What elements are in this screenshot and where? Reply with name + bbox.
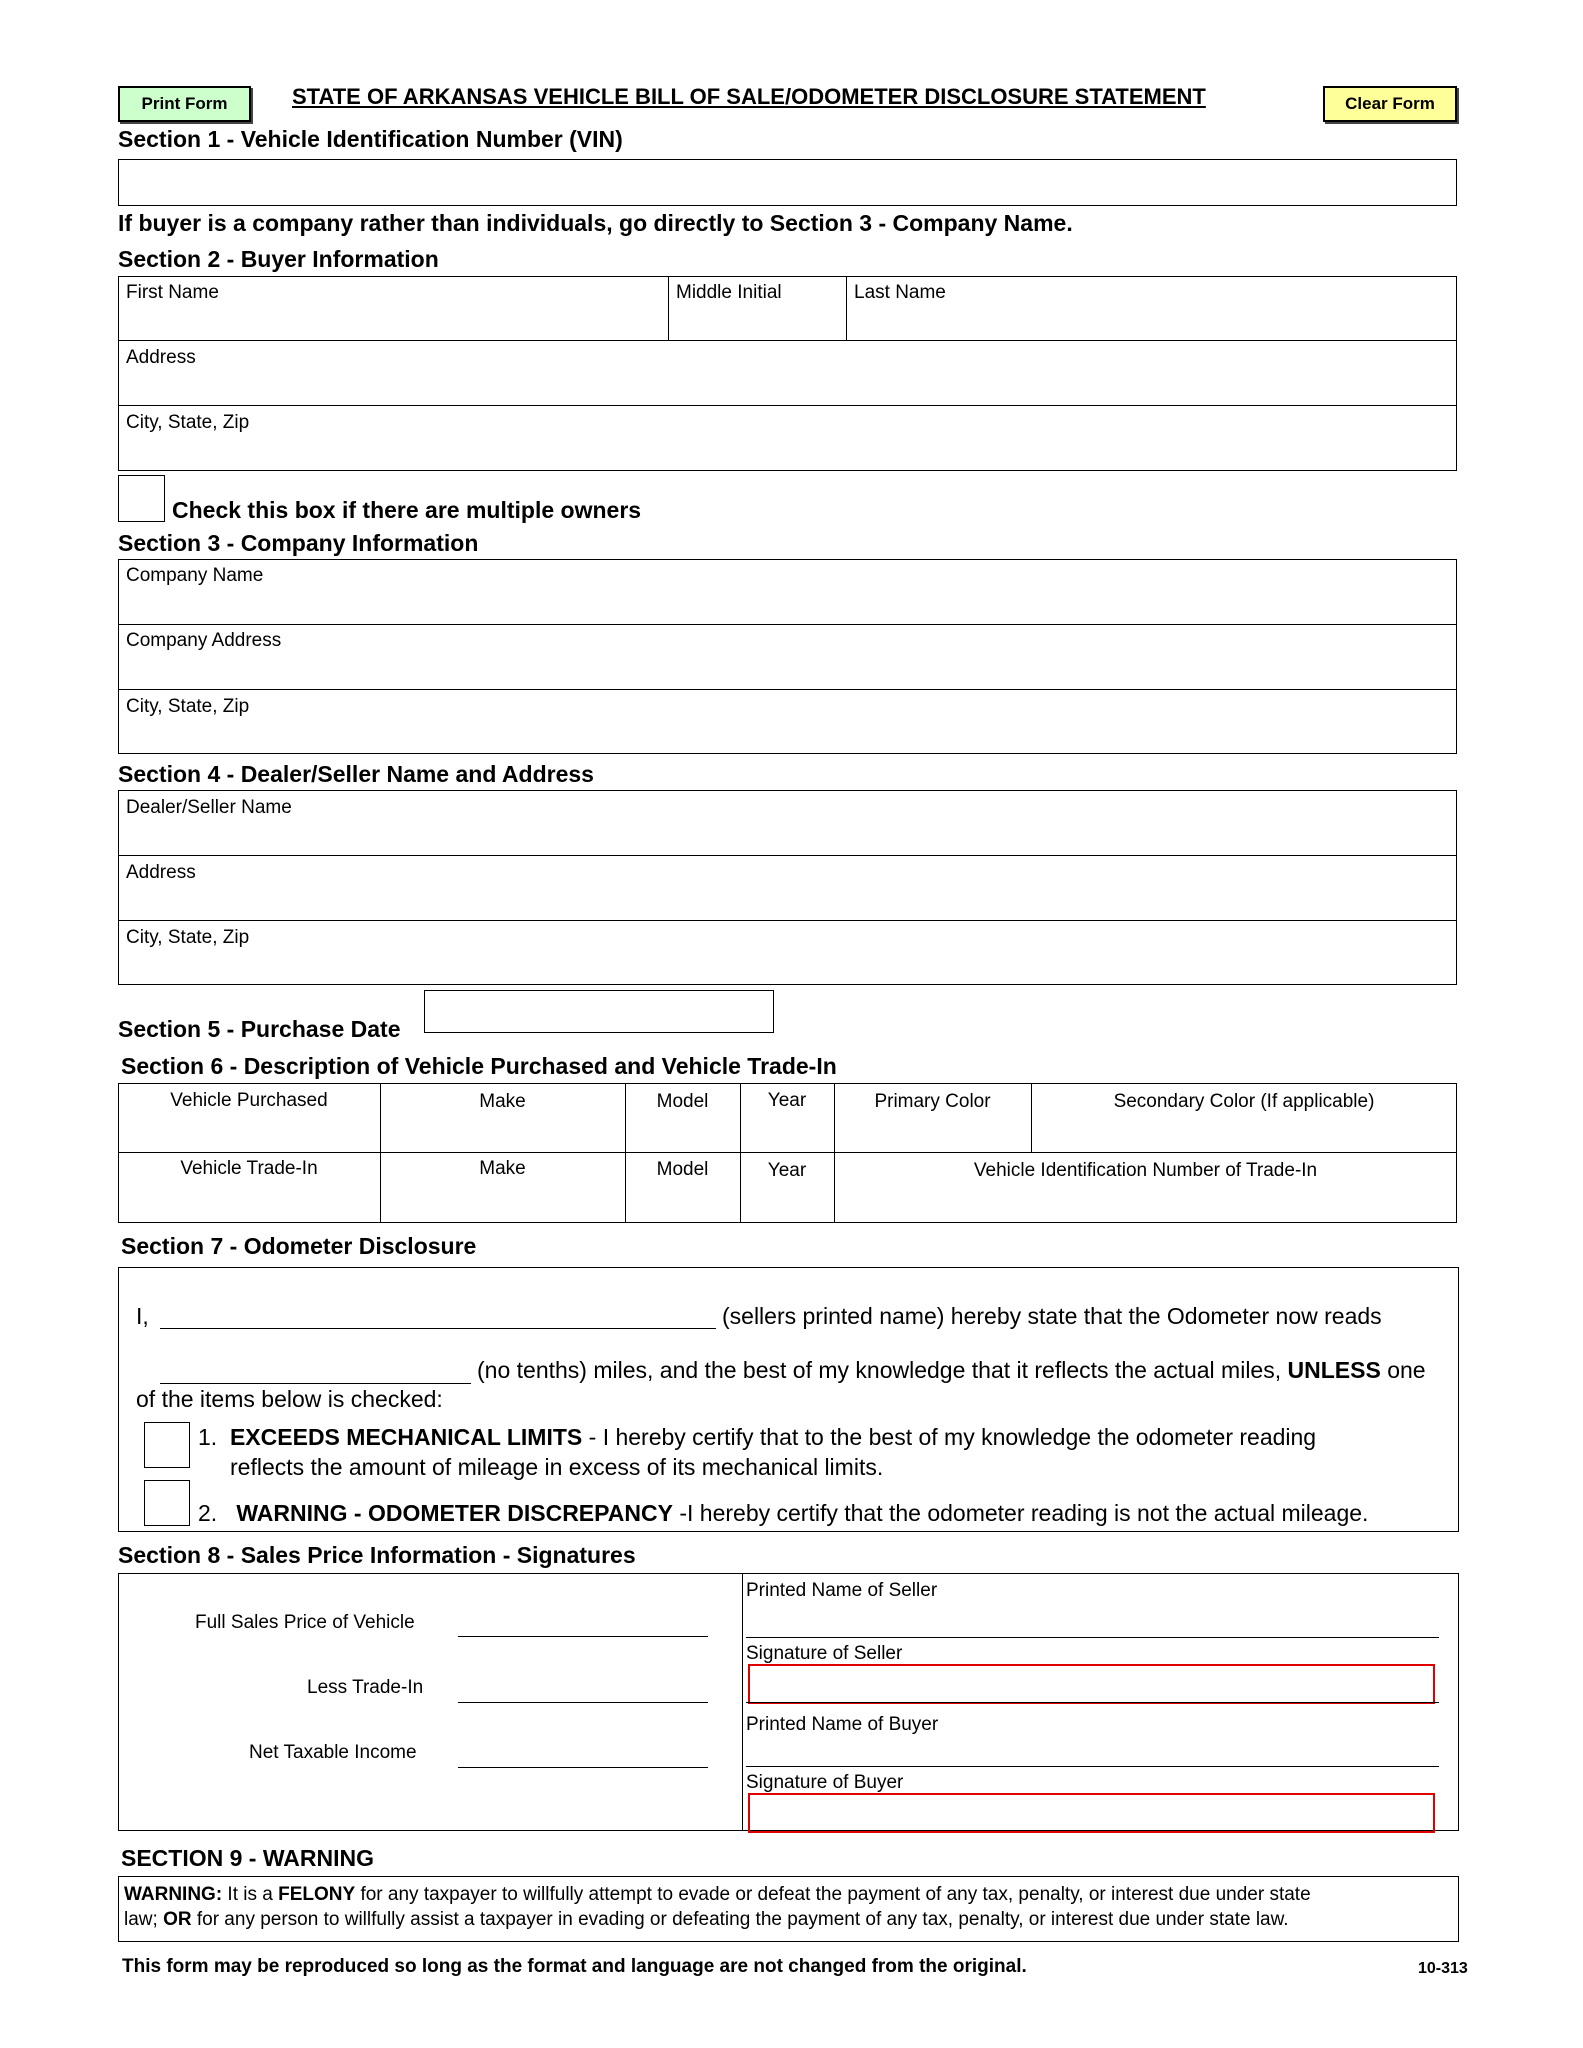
full-sales-price-line[interactable]: [458, 1636, 708, 1637]
clear-form-button[interactable]: Clear Form: [1323, 86, 1457, 122]
purchased-model-label: Model: [656, 1091, 709, 1112]
section5-title: Section 5 - Purchase Date: [118, 1016, 401, 1042]
company-name-label: Company Name: [126, 565, 264, 586]
section6-title: Section 6 - Description of Vehicle Purchased and Vehicle Trade-In: [121, 1053, 837, 1079]
warning-text: WARNING: It is a FELONY for any taxpayer to willfully attempt to evade or defeat the payment of any tax, penalty, or interest due under state law; OR for any person to willfully assist a taxpayer in evading or defeating the payment of any tax, penalty, or interest due under state law.: [124, 1884, 1311, 1930]
odometer-i-label: I,: [136, 1303, 149, 1329]
vin-field[interactable]: [118, 159, 1457, 206]
section7-title: Section 7 - Odometer Disclosure: [121, 1233, 477, 1259]
print-form-button[interactable]: Print Form: [118, 86, 251, 122]
company-note: If buyer is a company rather than individuals, go directly to Section 3 - Company Name.: [118, 210, 1073, 236]
full-sales-price-label: Full Sales Price of Vehicle: [195, 1612, 415, 1633]
purchased-year-label: Year: [767, 1090, 807, 1111]
section2-title: Section 2 - Buyer Information: [118, 246, 439, 272]
odometer-line1-text: (sellers printed name) hereby state that the Odometer now reads: [722, 1303, 1382, 1329]
odometer-line2-text: (no tenths) miles, and the best of my knowledge that it reflects the actual miles, UNLESS one: [477, 1357, 1426, 1383]
section1-title: Section 1 - Vehicle Identification Number (VIN): [118, 126, 623, 152]
buyer-address-label: Address: [126, 347, 196, 368]
purchase-date-field[interactable]: [424, 990, 774, 1033]
item1-text-line2: reflects the amount of mileage in excess of its mechanical limits.: [230, 1454, 884, 1480]
printed-name-seller-label: Printed Name of Seller: [746, 1580, 938, 1601]
printed-name-buyer-label: Printed Name of Buyer: [746, 1714, 939, 1735]
footer-note: This form may be reproduced so long as the format and language are not changed from the original.: [122, 1956, 1027, 1977]
company-info-table: [118, 559, 1457, 754]
section9-title: SECTION 9 - WARNING: [121, 1845, 375, 1871]
buyer-city-state-zip-label: City, State, Zip: [126, 412, 250, 433]
section8-title: Section 8 - Sales Price Information - Signatures: [118, 1542, 636, 1568]
dealer-address-label: Address: [126, 862, 196, 883]
signature-buyer-field[interactable]: [748, 1793, 1435, 1833]
less-trade-in-label: Less Trade-In: [307, 1677, 424, 1698]
item1-text: 1. EXCEEDS MECHANICAL LIMITS - I hereby certify that to the best of my knowledge the odometer reading: [198, 1424, 1317, 1450]
form-number: 10-313: [1418, 1960, 1468, 1977]
exceeds-mechanical-limits-checkbox[interactable]: [144, 1422, 190, 1468]
purchased-make-label: Make: [479, 1091, 526, 1112]
vehicle-purchased-label: Vehicle Purchased: [170, 1090, 328, 1111]
item2-text: 2. WARNING - ODOMETER DISCREPANCY -I hereby certify that the odometer reading is not the actual mileage.: [198, 1500, 1369, 1526]
dealer-info-table: [118, 790, 1457, 985]
signature-seller-field[interactable]: [748, 1664, 1435, 1704]
section4-title: Section 4 - Dealer/Seller Name and Address: [118, 761, 594, 787]
seller-name-line[interactable]: [160, 1328, 716, 1329]
less-trade-in-line[interactable]: [458, 1702, 708, 1703]
trade-in-year-label: Year: [767, 1160, 807, 1181]
odometer-line3-text: of the items below is checked:: [136, 1386, 443, 1412]
odometer-miles-line[interactable]: [160, 1383, 471, 1384]
dealer-name-label: Dealer/Seller Name: [126, 797, 292, 818]
company-city-state-zip-label: City, State, Zip: [126, 696, 250, 717]
signature-buyer-label: Signature of Buyer: [746, 1772, 904, 1793]
trade-in-make-label: Make: [479, 1158, 526, 1179]
multiple-owners-label: Check this box if there are multiple owners: [172, 497, 642, 523]
buyer-info-table: [118, 276, 1457, 471]
signature-seller-label: Signature of Seller: [746, 1643, 903, 1664]
net-taxable-income-line[interactable]: [458, 1767, 708, 1768]
net-taxable-income-label: Net Taxable Income: [249, 1742, 417, 1763]
odometer-discrepancy-checkbox[interactable]: [144, 1480, 190, 1526]
vehicle-trade-in-label: Vehicle Trade-In: [180, 1158, 318, 1179]
buyer-middle-initial-label: Middle Initial: [676, 282, 782, 303]
form-title: STATE OF ARKANSAS VEHICLE BILL OF SALE/ODOMETER DISCLOSURE STATEMENT: [292, 84, 1206, 109]
section3-title: Section 3 - Company Information: [118, 530, 479, 556]
buyer-last-name-label: Last Name: [854, 282, 946, 303]
company-address-label: Company Address: [126, 630, 282, 651]
trade-in-vin-label: Vehicle Identification Number of Trade-In: [973, 1160, 1318, 1181]
secondary-color-label: Secondary Color (If applicable): [1113, 1091, 1375, 1112]
buyer-first-name-label: First Name: [126, 282, 219, 303]
trade-in-model-label: Model: [656, 1159, 709, 1180]
primary-color-label: Primary Color: [874, 1091, 991, 1112]
dealer-city-state-zip-label: City, State, Zip: [126, 927, 250, 948]
multiple-owners-checkbox[interactable]: [118, 475, 165, 522]
